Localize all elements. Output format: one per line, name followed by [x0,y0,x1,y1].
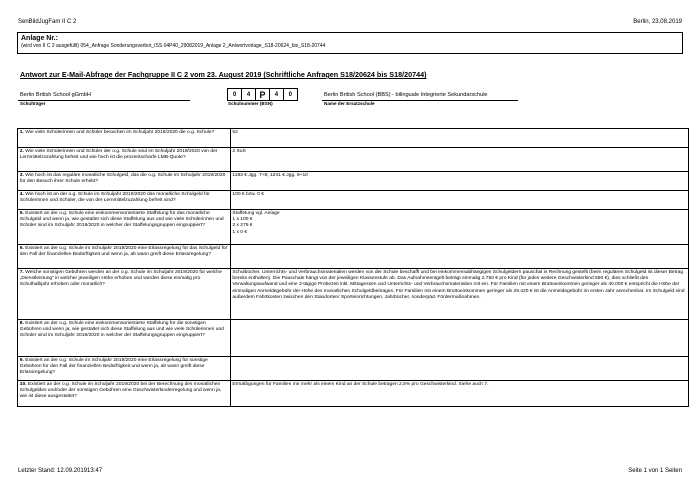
question-number: 8. [19,320,24,326]
question-number: 1. [19,129,24,135]
school-number-digit: P [255,88,270,101]
ersatzschule-label: Name der Ersatzschule [324,101,375,106]
anlage-subtitle: (wird von II C 2 ausgefüllt) 054_Anfrage Sonderungsverbot_ISS 04P40_29082019_Anlage 2_Antwortvorlage_S18-20624_bis_S18-20744 [21,43,326,49]
question-text: Existiert an der o.g. Schule eine einkommensorientierte Staffelung für das monatliche Schulgeld und wenn ja, wie gestaltet sich diese Staffelung aus und wie viele Schülerinnen und Schüler sind im Schuljahr 2019/2020 in welcher der Staffelungsgruppen eingruppiert? [19,210,224,229]
question-number: 3. [19,172,24,178]
table-row [18,357,689,381]
footer-last-updated: Letzter Stand: 12.09.201913:47 [18,468,103,474]
question-cell [18,172,231,191]
anlage-title: Anlage Nr.: [21,35,58,42]
question-cell [18,381,231,407]
answer-text: Schulbücher, Unterrichts- und Verbrauchsmaterialien werden von der Schule beschafft und bei einkommensabhängigen Schulgeldern pauschal in Rechnung gestellt (beim regulären Schulgeld ist dieser Betrag bereits enthalten). Die Pauschale hängt von der jeweiligen Klassenstufe ab. Das Aufnahmeentgelt beträgt einmalig 2.750 € pro Kind (für jedes weitere Geschwisterkind 550 €), dies schließt den Verwaltungsaufwand und eine 3-tägige Probezeit inkl. Mittagessen und Unterrichts- und Verbrauchsmaterialien mit ein. Für Familien mit einem Bruttoeinkommen geringer als 40.000 € entspricht die Höhe der einmaligen Anmeldegebühr der Höhe des monatlichen Schulgeldbeitrages. Für Familien mit einem Bruttoeinkommen geringer als 29.420 € ist die Anmeldegebühr im ersten Jahr anrechenbar. Im Schulgeld sind außerdem Fahrtkosten zwischen den Standorten/ Sporteinrichtungen, Jahrbücher, sonderpäd. Fördermaßnahmen. [232,269,685,301]
school-number-boxes [228,88,298,101]
question-number: 6. [19,245,24,251]
footer-page-count: Seite 1 von 1 Seiten [628,468,682,474]
question-text: Wie hoch ist das reguläre monatliche Schulgeld, das die o.g. Schule im Schuljahr 2019/2020 für den Besuch ihrer Schule erhebt? [19,172,226,184]
document-title: Antwort zur E-Mail-Abfrage der Fachgruppe II C 2 vom 23. August 2019 (Schriftliche Anfragen S18/20624 bis S18/20744) [20,70,427,79]
question-number: 2. [19,148,24,154]
question-cell [18,269,231,320]
schultraeger-label: Schulträger [20,101,46,106]
answer-text: 100 € bzw. 0 € [232,191,264,197]
answer-cell [230,210,689,245]
question-number: 7. [19,269,24,275]
question-cell [18,148,231,172]
question-text: Welche sonstigen Gebühren werden an der o.g. Schule im Schuljahr 2019/2020 für welche „Dienstleistung“ in welcher jeweiligen Höhe erhoben und werden diese einmalig pro Schulhalbjahr erhoben oder monatlich? [19,269,222,288]
table-row [18,129,689,148]
school-number-digit: 0 [227,88,242,101]
table-row [18,381,689,407]
question-cell [18,210,231,245]
header-date: Berlin, 23.08.2019 [633,19,682,25]
answer-text: Ermäßigungen für Familien mir mehr als einem Kind an der Schule betragen 2,5% pro Geschwisterkind. Siehe auch 7. [232,381,489,387]
question-number: 4. [19,191,24,197]
table-row [18,148,689,172]
answer-cell [230,320,689,357]
question-number: 9. [19,357,24,363]
anlage-box [17,32,683,54]
question-cell [18,191,231,210]
question-number: 10. [19,381,27,387]
school-number-digit: 4 [241,88,256,101]
table-row [18,172,689,191]
table-row [18,210,689,245]
answer-cell [230,148,689,172]
question-answer-table [17,128,689,407]
question-cell [18,129,231,148]
school-number-digit: 4 [269,88,284,101]
table-row [18,191,689,210]
question-text: Existiert an der o.g. Schule im Schuljahr 2019/2020 bei der Berechnung des monatlichen Schulgeldes und/oder der sonstigen Gebühren eine Geschwisterkinderregelung und wenn ja, wie ist diese ausgestaltet? [19,381,222,400]
answer-cell [230,269,689,320]
answer-cell [230,129,689,148]
school-number-digit: 0 [283,88,298,101]
question-cell [18,245,231,269]
answer-cell [230,191,689,210]
school-number-label: Schulnummer (BSN) [228,101,273,106]
answer-cell [230,357,689,381]
table-row [18,269,689,320]
question-cell [18,357,231,381]
question-text: Existiert an der o.g. Schule im Schuljahr 2019/2020 eine Erlassregelung für das Schulgeld für den Fall der finanziellen Bedürftigkeit und wenn ja, ab wann greift diese Erlassregelung? [19,245,228,257]
answer-cell [230,245,689,269]
table-row [18,320,689,357]
table-row [18,245,689,269]
question-text: Wie viele Schülerinnen und Schüler besuchen im Schuljahr 2019/2020 die o.g. Schule? [25,129,215,135]
answer-cell [230,172,689,191]
question-text: Wie hoch ist an der o.g. Schule im Schuljahr 2019/2020 das monatliche Schulgeld für Schülerinnen und Schüler, die von der Lernmittelzuzahlung befreit sind? [19,191,210,203]
answer-text: 52 [232,129,238,135]
answer-text: 1183 € Jgg. 7+8; 1241 € Jgg. 9+10 [232,172,308,178]
schultraeger-name: Berlin British School gGmbH [20,92,91,98]
question-text: Wie viele Schülerinnen und Schüler der o.g. Schule sind im Schuljahr 2019/2020 von der Lernmittelzuzahlung befreit und wie hoch ist die prozentscharfe LMB-Quote? [19,148,218,160]
question-text: Existiert an der o.g. Schule eine einkommensorientierte Staffelung für die sonstigen Gebühren und wenn ja, wie gestaltet sich diese Staffelung aus und wie viele Schülerinnen und Schüler sind im Schuljahr 2019/2020 in welcher der Staffelungsgruppen eingruppiert? [19,320,224,339]
header-department: SenBildJugFam II C 2 [18,19,77,25]
answer-cell [230,381,689,407]
question-text: Existiert an der o.g. Schule im Schuljahr 2019/2020 eine Erlassregelung für sonstige Gebühren für den Fall der finanziellen Bedürftigkeit und wenn ja, ab wann greift diese Erlassregelung? [19,357,208,376]
answer-text: Staffelung vgl. Anlage 1 x 100 € 2 x 275 € 1 x 0 € [232,210,280,235]
question-number: 5. [19,210,24,216]
ersatzschule-name: Berlin British School (BBS) - bilinguale Integrierte Sekundarschule [324,92,488,98]
question-cell [18,320,231,357]
answer-text: 2 SuS [232,148,246,154]
